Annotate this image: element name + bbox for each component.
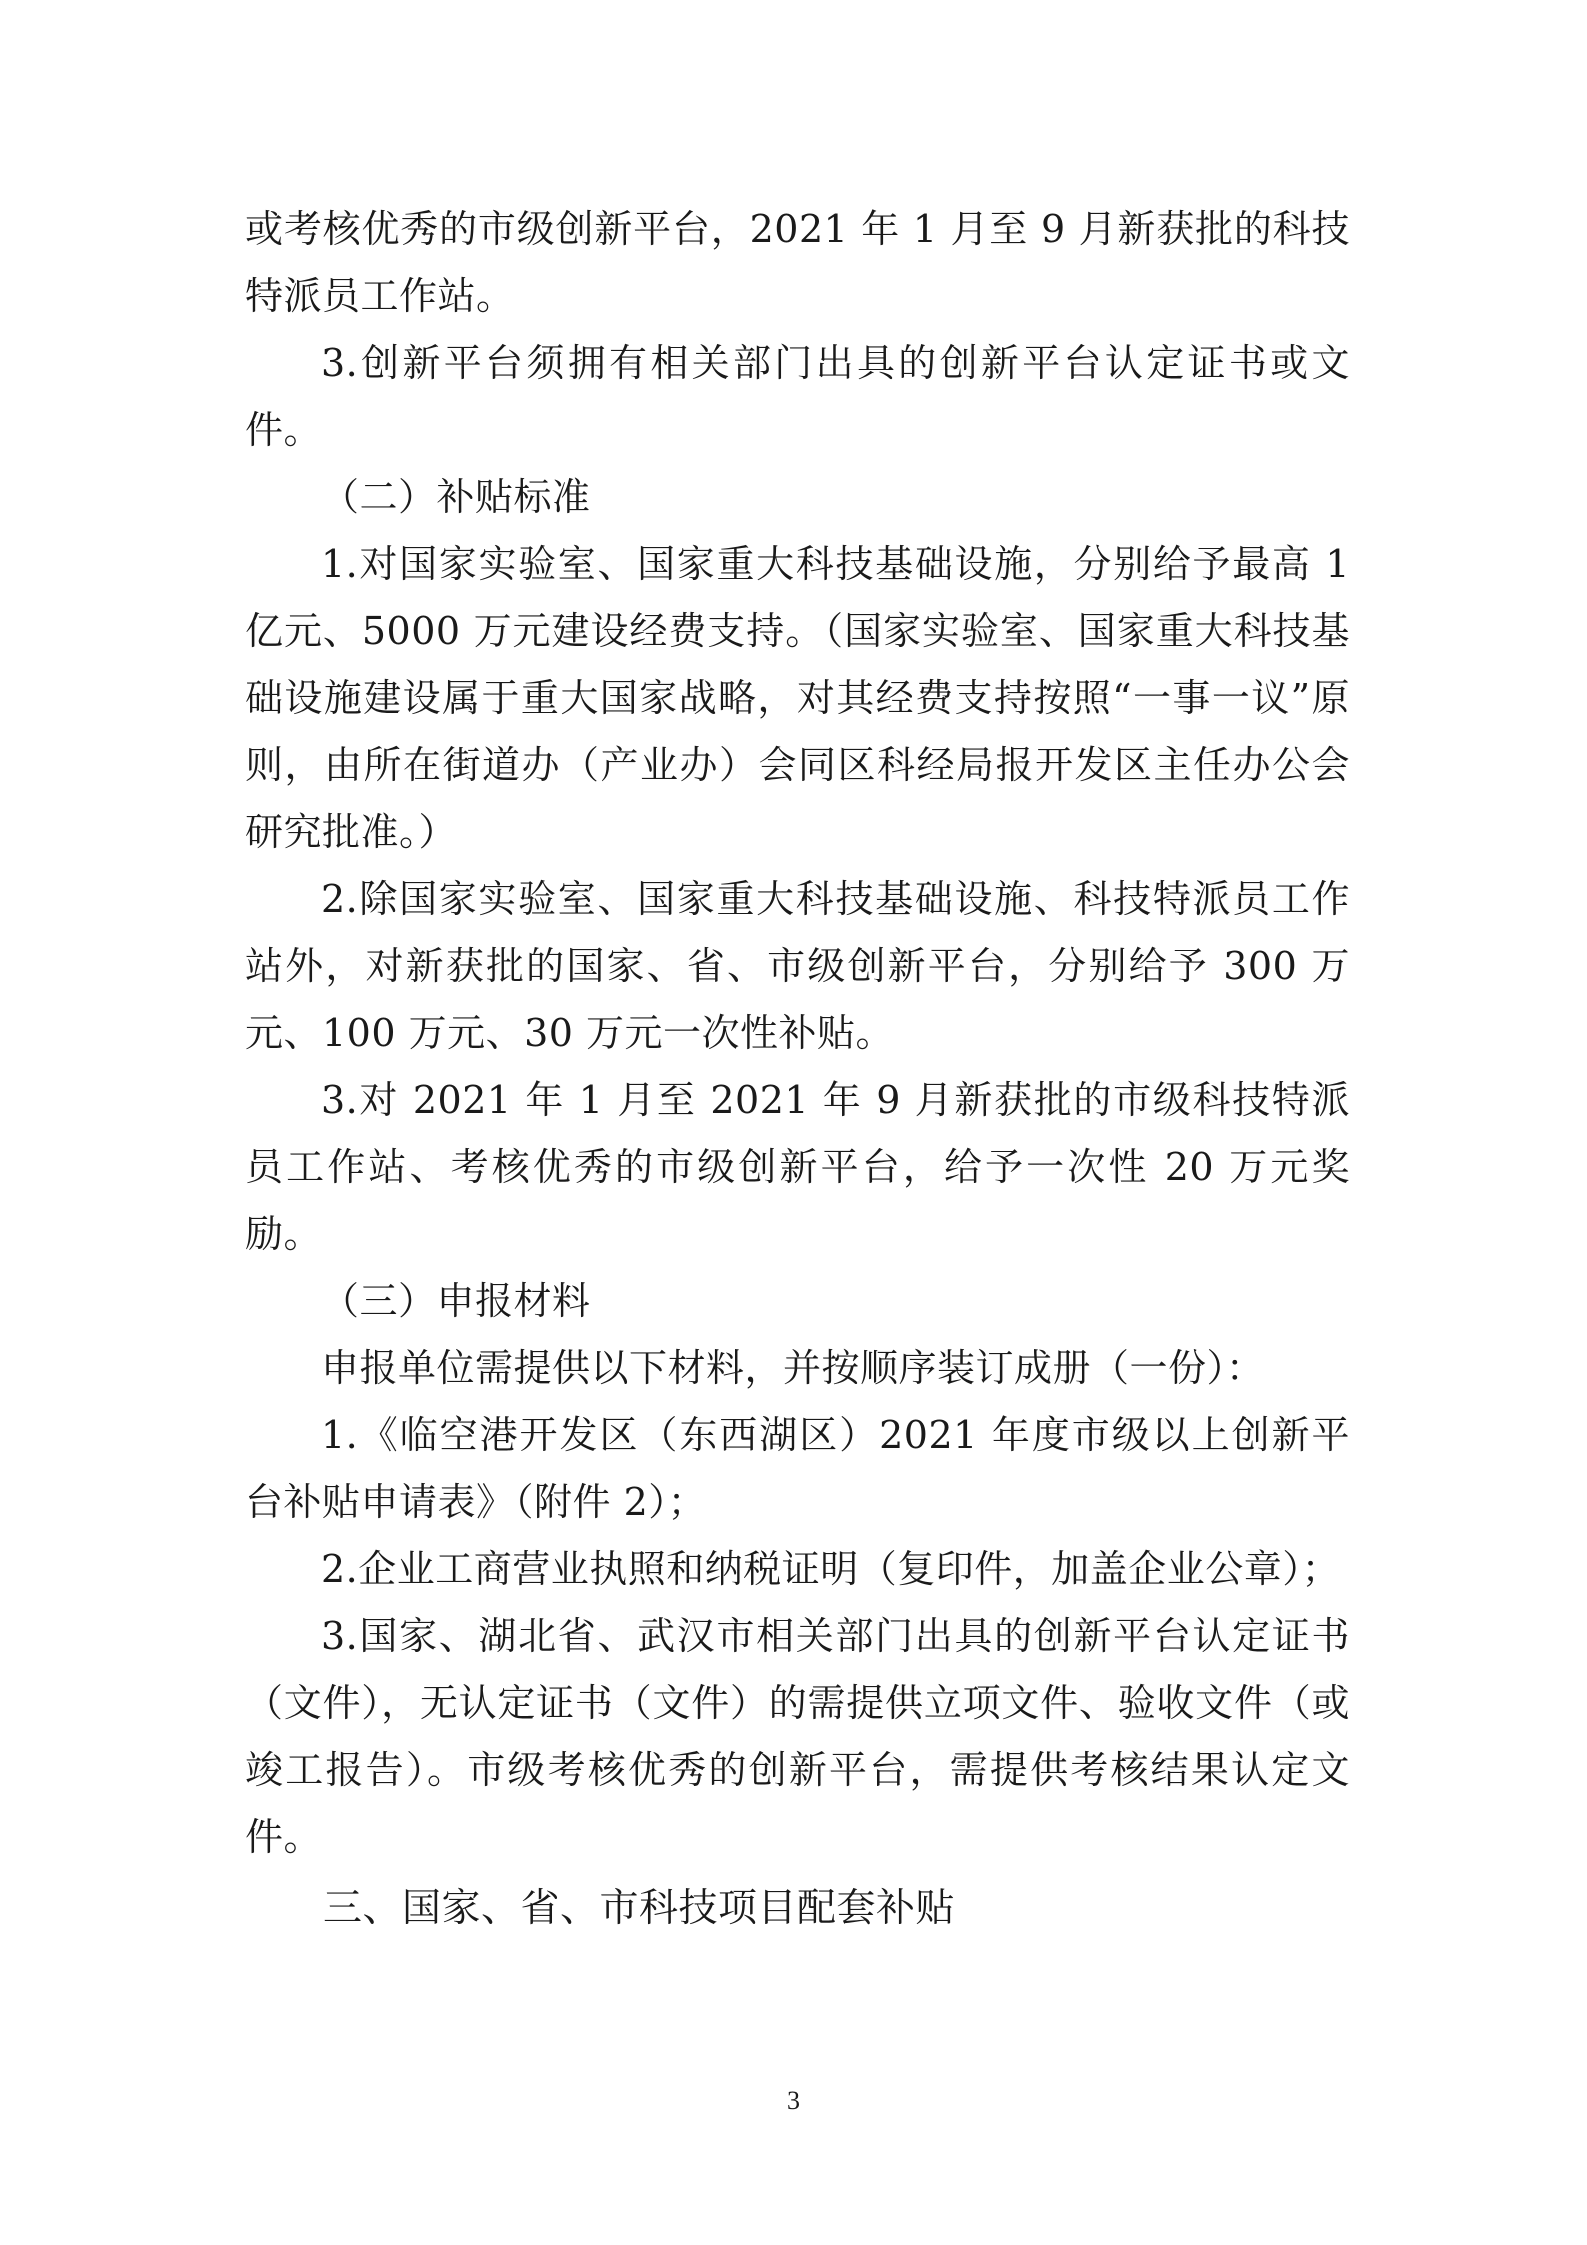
paragraph-item: 申报单位需提供以下材料，并按顺序装订成册（一份）： xyxy=(321,1346,1265,1390)
paragraph-item: 3.创新平台须拥有相关部门出具的创新平台认定证书或文件。 xyxy=(245,341,1350,452)
paragraph-item: 1.《临空港开发区（东西湖区）2021 年度市级以上创新平台补贴申请表》（附件 2）； xyxy=(245,1413,1350,1524)
page-number: 3 xyxy=(787,2086,800,2115)
document-body xyxy=(245,196,1350,1942)
paragraph-item: 1.对国家实验室、国家重大科技基础设施，分别给予最高 1 亿元、5000 万元建设经费支持。（国家实验室、国家重大科技基础设施建设属于重大国家战略，对其经费支持按照“一事一议”原则，由所在街道办（产业办）会同区科经局报开发区主任办公会研究批准。） xyxy=(245,542,1350,854)
section-heading: 三、国家、省、市科技项目配套补贴 xyxy=(323,1886,956,1931)
paragraph-item: 3.对 2021 年 1 月至 2021 年 9 月新获批的市级科技特派员工作站、考核优秀的市级创新平台，给予一次性 20 万元奖励。 xyxy=(245,1078,1350,1256)
paragraph-item: 3.国家、湖北省、武汉市相关部门出具的创新平台认定证书（文件），无认定证书（文件）的需提供立项文件、验收文件（或竣工报告）。市级考核优秀的创新平台，需提供考核结果认定文件。 xyxy=(245,1614,1350,1859)
paragraph-continuation: 或考核优秀的市级创新平台，2021 年 1 月至 9 月新获批的科技特派员工作站。 xyxy=(245,207,1350,318)
subheading-application-materials: （三）申报材料 xyxy=(321,1279,591,1323)
paragraph-item: 2.企业工商营业执照和纳税证明（复印件，加盖企业公章）； xyxy=(321,1547,1341,1591)
paragraph-item: 2.除国家实验室、国家重大科技基础设施、科技特派员工作站外，对新获批的国家、省、市级创新平台，分别给予 300 万元、100 万元、30 万元一次性补贴。 xyxy=(245,877,1350,1055)
subheading-subsidy-standard: （二）补贴标准 xyxy=(321,475,591,519)
